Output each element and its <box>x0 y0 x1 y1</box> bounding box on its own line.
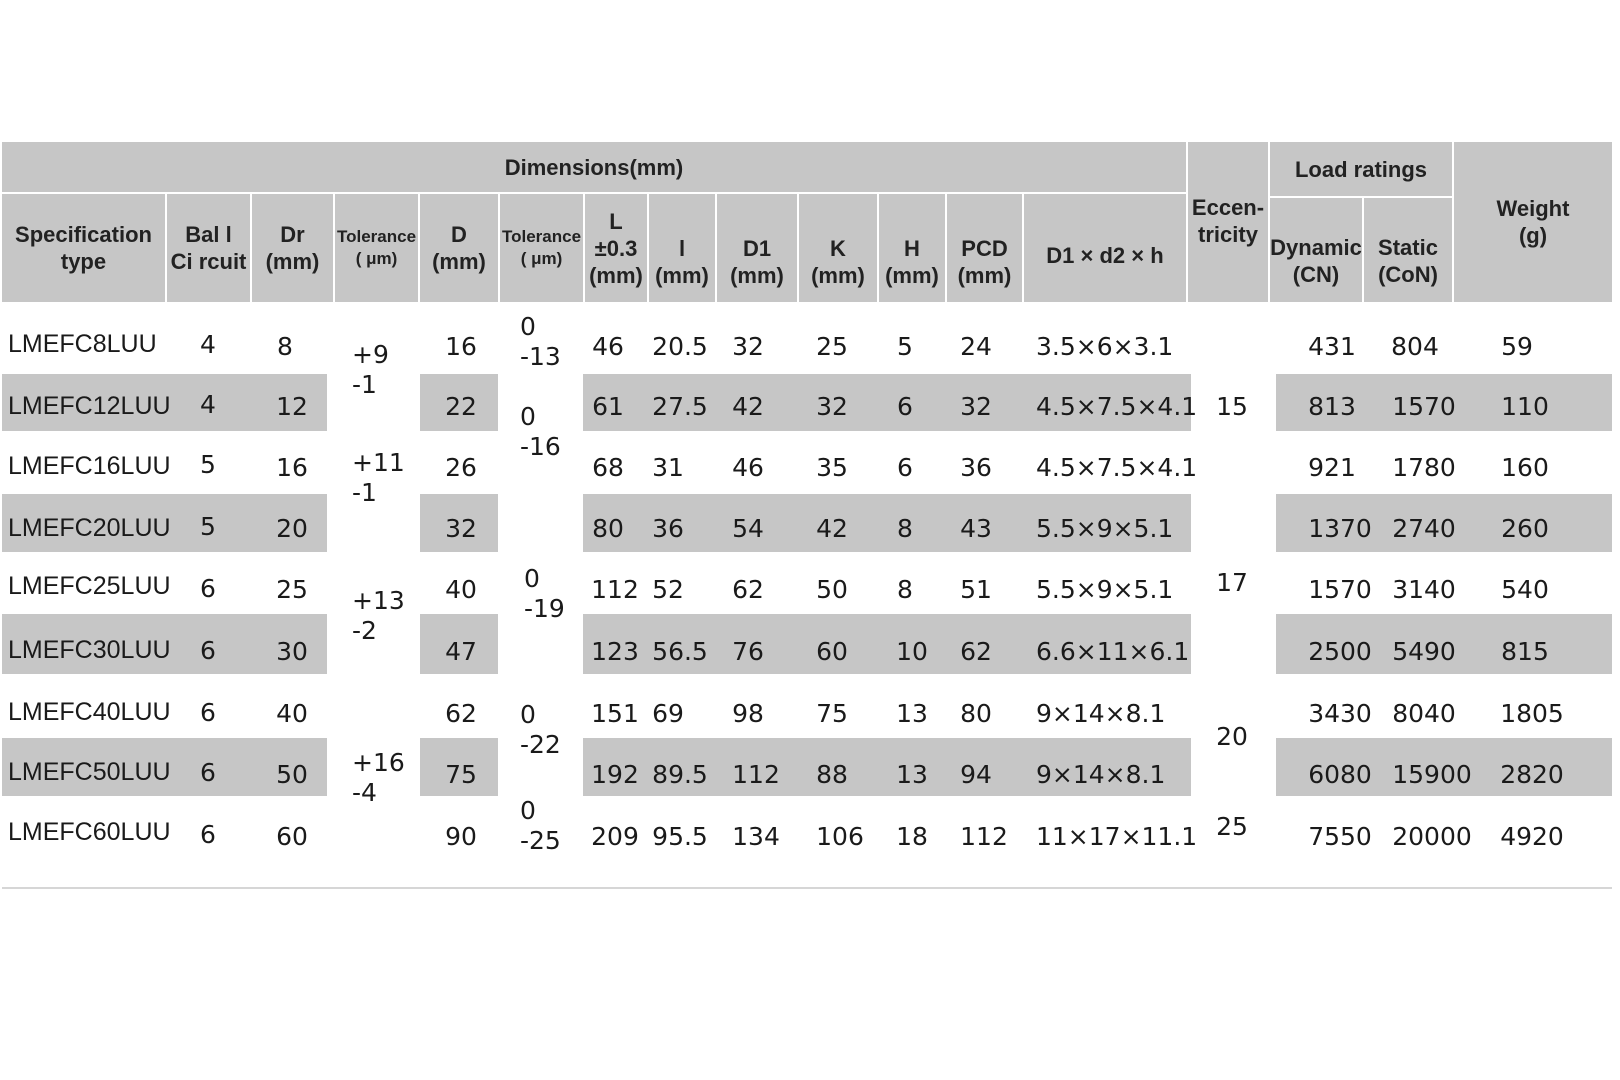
dr-cell: 30 <box>276 637 308 666</box>
dynamic-cell: 1370 <box>1308 514 1372 543</box>
bolt-cell: 4.5×7.5×4.1 <box>1036 453 1198 482</box>
bolt-cell: 11×17×11.1 <box>1036 822 1198 851</box>
dr-cell: 60 <box>276 822 308 851</box>
H-cell: 18 <box>896 822 928 851</box>
l-cell: 27.5 <box>652 392 708 421</box>
h-label-2: (mm) <box>885 263 939 288</box>
l-cell: 56.5 <box>652 637 708 666</box>
PCD-cell: 62 <box>960 637 992 666</box>
ball-cell: 6 <box>200 574 216 603</box>
tolerance-lower: -4 <box>352 778 377 807</box>
ball-circuit-label-2: Ci rcuit <box>170 249 247 274</box>
header-h <box>879 194 945 302</box>
h-label-1: H <box>904 236 920 261</box>
static-label-2: (CoN) <box>1378 262 1438 287</box>
H-cell: 5 <box>897 332 913 361</box>
l-cell: 20.5 <box>652 332 708 361</box>
d1-label-1: D1 <box>742 236 772 261</box>
weight-cell: 4920 <box>1500 822 1564 851</box>
L-cell: 192 <box>591 760 639 789</box>
dr-cell: 50 <box>276 760 308 789</box>
ball-cell: 6 <box>200 636 216 665</box>
dynamic-label-1: Dynamic <box>1270 235 1362 260</box>
ball-cell: 4 <box>200 390 216 419</box>
bolt-cell: 5.5×9×5.1 <box>1036 575 1174 604</box>
D1-cell: 42 <box>732 392 764 421</box>
PCD-cell: 112 <box>960 822 1008 851</box>
tolerance-d-label-1: Tolerance <box>501 227 582 246</box>
PCD-cell: 43 <box>960 514 992 543</box>
tolerance-d-group <box>520 312 561 372</box>
K-cell: 42 <box>816 514 848 543</box>
dr-cell: 25 <box>276 575 308 604</box>
eccentricity-value: 15 <box>1216 392 1248 421</box>
header-tolerance-d <box>500 194 583 302</box>
H-cell: 8 <box>897 575 913 604</box>
L-cell: 123 <box>591 637 639 666</box>
header-load-ratings <box>1270 142 1452 196</box>
K-cell: 32 <box>816 392 848 421</box>
weight-cell: 110 <box>1501 392 1549 421</box>
L-cell: 46 <box>592 332 624 361</box>
load-ratings-label: Load ratings <box>1294 156 1427 182</box>
tolerance-dr-label-2: ( μm) <box>355 249 398 268</box>
static-cell: 1570 <box>1392 392 1456 421</box>
eccentricity-label-2: tricity <box>1198 222 1258 247</box>
D1-cell: 62 <box>732 575 764 604</box>
tolerance-d-group <box>520 402 561 462</box>
K-cell: 35 <box>816 453 848 482</box>
tolerance-d-group <box>524 564 565 624</box>
dr-cell: 16 <box>276 453 308 482</box>
weight-cell: 2820 <box>1500 760 1564 789</box>
dr-cell: 12 <box>276 392 308 421</box>
ball-cell: 4 <box>200 330 216 359</box>
dynamic-cell: 921 <box>1308 453 1356 482</box>
tolerance-upper: 0 <box>520 796 536 825</box>
d-cell: 47 <box>445 637 477 666</box>
d-label-1: D <box>451 222 467 247</box>
tolerance-upper: 0 <box>520 402 536 431</box>
static-cell: 15900 <box>1392 760 1472 789</box>
model-cell: LMEFC50LUU <box>8 758 171 786</box>
header-dr <box>252 194 333 302</box>
l-cell: 36 <box>652 514 684 543</box>
dynamic-cell: 2500 <box>1308 637 1372 666</box>
ball-cell: 5 <box>200 450 216 479</box>
d-cell: 40 <box>445 575 477 604</box>
L-cell: 112 <box>591 575 639 604</box>
header-k <box>799 194 877 302</box>
l-cell: 31 <box>652 453 684 482</box>
header-d1 <box>717 194 797 302</box>
static-label-1: Static <box>1378 235 1438 260</box>
H-cell: 6 <box>897 392 913 421</box>
L-cell: 68 <box>592 453 624 482</box>
ball-cell: 5 <box>200 512 216 541</box>
header-eccentricity <box>1188 142 1268 302</box>
pcd-label-1: PCD <box>961 236 1008 261</box>
K-cell: 88 <box>816 760 848 789</box>
d-cell: 90 <box>445 822 477 851</box>
bolt-label: D1 × d2 × h <box>1046 242 1164 268</box>
L-cell: 61 <box>592 392 624 421</box>
dynamic-cell: 7550 <box>1308 822 1372 851</box>
k-label-1: K <box>830 236 846 261</box>
K-cell: 25 <box>816 332 848 361</box>
static-cell: 8040 <box>1392 699 1456 728</box>
ball-cell: 6 <box>200 698 216 727</box>
tolerance-d-group <box>520 700 561 760</box>
K-cell: 75 <box>816 699 848 728</box>
H-cell: 10 <box>896 637 928 666</box>
model-cell: LMEFC25LUU <box>8 572 171 600</box>
K-cell: 50 <box>816 575 848 604</box>
eccentricity-label-1: Eccen- <box>1191 195 1265 220</box>
dynamic-cell: 1570 <box>1308 575 1372 604</box>
spec-table <box>2 142 1612 888</box>
D1-cell: 32 <box>732 332 764 361</box>
d-cell: 32 <box>445 514 477 543</box>
bolt-cell: 6.6×11×6.1 <box>1036 637 1190 666</box>
tolerance-dr-group <box>352 748 405 808</box>
spec-type-label-2: type <box>60 249 107 274</box>
ball-circuit-label-1: Bal l <box>185 222 232 247</box>
L-cell: 209 <box>591 822 639 851</box>
l-label-1: L <box>609 208 623 234</box>
bolt-cell: 9×14×8.1 <box>1036 760 1166 789</box>
d-cell: 62 <box>445 699 477 728</box>
model-cell: LMEFC8LUU <box>8 330 157 358</box>
static-cell: 20000 <box>1392 822 1472 851</box>
weight-cell: 540 <box>1501 575 1549 604</box>
static-cell: 3140 <box>1392 575 1456 604</box>
PCD-cell: 80 <box>960 699 992 728</box>
K-cell: 60 <box>816 637 848 666</box>
d-cell: 75 <box>445 760 477 789</box>
l-label-2: ±0.3 <box>594 235 638 261</box>
tolerance-lower: -22 <box>520 730 561 759</box>
bolt-cell: 4.5×7.5×4.1 <box>1036 392 1198 421</box>
dr-cell: 20 <box>276 514 308 543</box>
tolerance-lower: -19 <box>524 594 565 623</box>
header-spec-type <box>2 194 165 302</box>
static-cell: 804 <box>1391 332 1439 361</box>
dynamic-label-2: (CN) <box>1292 262 1340 287</box>
tolerance-upper: +16 <box>352 748 405 777</box>
tolerance-d-group <box>520 796 561 856</box>
D1-cell: 98 <box>732 699 764 728</box>
l-cell: 95.5 <box>652 822 708 851</box>
PCD-cell: 24 <box>960 332 992 361</box>
tolerance-lower: -25 <box>520 826 561 855</box>
static-cell: 2740 <box>1392 514 1456 543</box>
tolerance-dr-group <box>352 340 389 400</box>
header-tolerance-dr <box>335 194 418 302</box>
PCD-cell: 36 <box>960 453 992 482</box>
static-cell: 1780 <box>1392 453 1456 482</box>
l-cell: 52 <box>652 575 684 604</box>
tolerance-upper: 0 <box>524 564 540 593</box>
model-cell: LMEFC20LUU <box>8 514 171 542</box>
l-small-label-1: l <box>678 236 686 261</box>
dynamic-cell: 431 <box>1308 332 1356 361</box>
tolerance-upper: +13 <box>352 586 405 615</box>
l-cell: 69 <box>652 699 684 728</box>
table-bottom-rule <box>2 887 1612 889</box>
weight-cell: 160 <box>1501 453 1549 482</box>
H-cell: 6 <box>897 453 913 482</box>
weight-cell: 260 <box>1501 514 1549 543</box>
dynamic-cell: 6080 <box>1308 760 1372 789</box>
k-label-2: (mm) <box>811 263 865 288</box>
D1-cell: 112 <box>732 760 780 789</box>
tolerance-upper: +11 <box>352 448 405 477</box>
PCD-cell: 51 <box>960 575 992 604</box>
L-cell: 151 <box>591 699 639 728</box>
tolerance-lower: -1 <box>352 478 377 507</box>
eccentricity-value: 25 <box>1216 812 1248 841</box>
ball-cell: 6 <box>200 820 216 849</box>
weight-label-1: Weight <box>1496 196 1570 221</box>
l-cell: 89.5 <box>652 760 708 789</box>
static-cell: 5490 <box>1392 637 1456 666</box>
header-dimensions-label: Dimensions(mm) <box>504 154 684 180</box>
dr-cell: 40 <box>276 699 308 728</box>
PCD-cell: 32 <box>960 392 992 421</box>
dynamic-cell: 813 <box>1308 392 1356 421</box>
tolerance-lower: -13 <box>520 342 561 371</box>
weight-cell: 815 <box>1501 637 1549 666</box>
weight-cell: 1805 <box>1500 699 1564 728</box>
bolt-cell: 5.5×9×5.1 <box>1036 514 1174 543</box>
ball-cell: 6 <box>200 758 216 787</box>
tolerance-dr-group <box>352 586 405 646</box>
eccentricity-value: 20 <box>1216 722 1248 751</box>
weight-cell: 59 <box>1501 332 1533 361</box>
tolerance-dr-group <box>352 448 405 508</box>
bolt-cell: 3.5×6×3.1 <box>1036 332 1174 361</box>
d1-label-2: (mm) <box>730 263 784 288</box>
tolerance-dr-label-1: Tolerance <box>336 227 417 246</box>
tolerance-upper: 0 <box>520 312 536 341</box>
D1-cell: 76 <box>732 637 764 666</box>
d-cell: 22 <box>445 392 477 421</box>
pcd-label-2: (mm) <box>957 263 1012 288</box>
header-pcd <box>947 194 1022 302</box>
L-cell: 80 <box>592 514 624 543</box>
l-label-3: (mm) <box>589 262 643 288</box>
PCD-cell: 94 <box>960 760 992 789</box>
header-bolt <box>1024 194 1186 302</box>
spec-type-label-1: Specification <box>15 222 152 247</box>
d-cell: 26 <box>445 453 477 482</box>
tolerance-lower: -2 <box>352 616 377 645</box>
D1-cell: 46 <box>732 453 764 482</box>
model-cell: LMEFC16LUU <box>8 452 171 480</box>
l-small-label-2: (mm) <box>655 263 709 288</box>
tolerance-upper: +9 <box>352 340 389 369</box>
model-cell: LMEFC12LUU <box>8 392 171 420</box>
header-l <box>585 194 647 302</box>
tolerance-d-label-2: ( μm) <box>520 249 563 268</box>
D1-cell: 134 <box>732 822 780 851</box>
dr-cell: 8 <box>277 332 293 361</box>
H-cell: 13 <box>896 760 928 789</box>
D1-cell: 54 <box>732 514 764 543</box>
model-cell: LMEFC60LUU <box>8 818 171 846</box>
model-cell: LMEFC30LUU <box>8 636 171 664</box>
tolerance-lower: -1 <box>352 370 377 399</box>
bolt-cell: 9×14×8.1 <box>1036 699 1166 728</box>
H-cell: 13 <box>896 699 928 728</box>
eccentricity-value: 17 <box>1216 568 1248 597</box>
header-dimensions-group <box>2 142 1186 192</box>
weight-label-2: (g) <box>1518 223 1548 248</box>
header-static <box>1364 198 1452 302</box>
dr-label-2: (mm) <box>265 249 320 274</box>
header-ball-circuit <box>167 194 250 302</box>
header-l-small <box>649 194 715 302</box>
header-dynamic <box>1270 198 1362 302</box>
d-label-2: (mm) <box>432 249 486 274</box>
model-cell: LMEFC40LUU <box>8 698 171 726</box>
tolerance-lower: -16 <box>520 432 561 461</box>
header-d <box>420 194 498 302</box>
header-weight <box>1454 142 1612 302</box>
K-cell: 106 <box>816 822 864 851</box>
tolerance-upper: 0 <box>520 700 536 729</box>
dynamic-cell: 3430 <box>1308 699 1372 728</box>
H-cell: 8 <box>897 514 913 543</box>
dr-label-1: Dr <box>280 222 305 247</box>
d-cell: 16 <box>445 332 477 361</box>
